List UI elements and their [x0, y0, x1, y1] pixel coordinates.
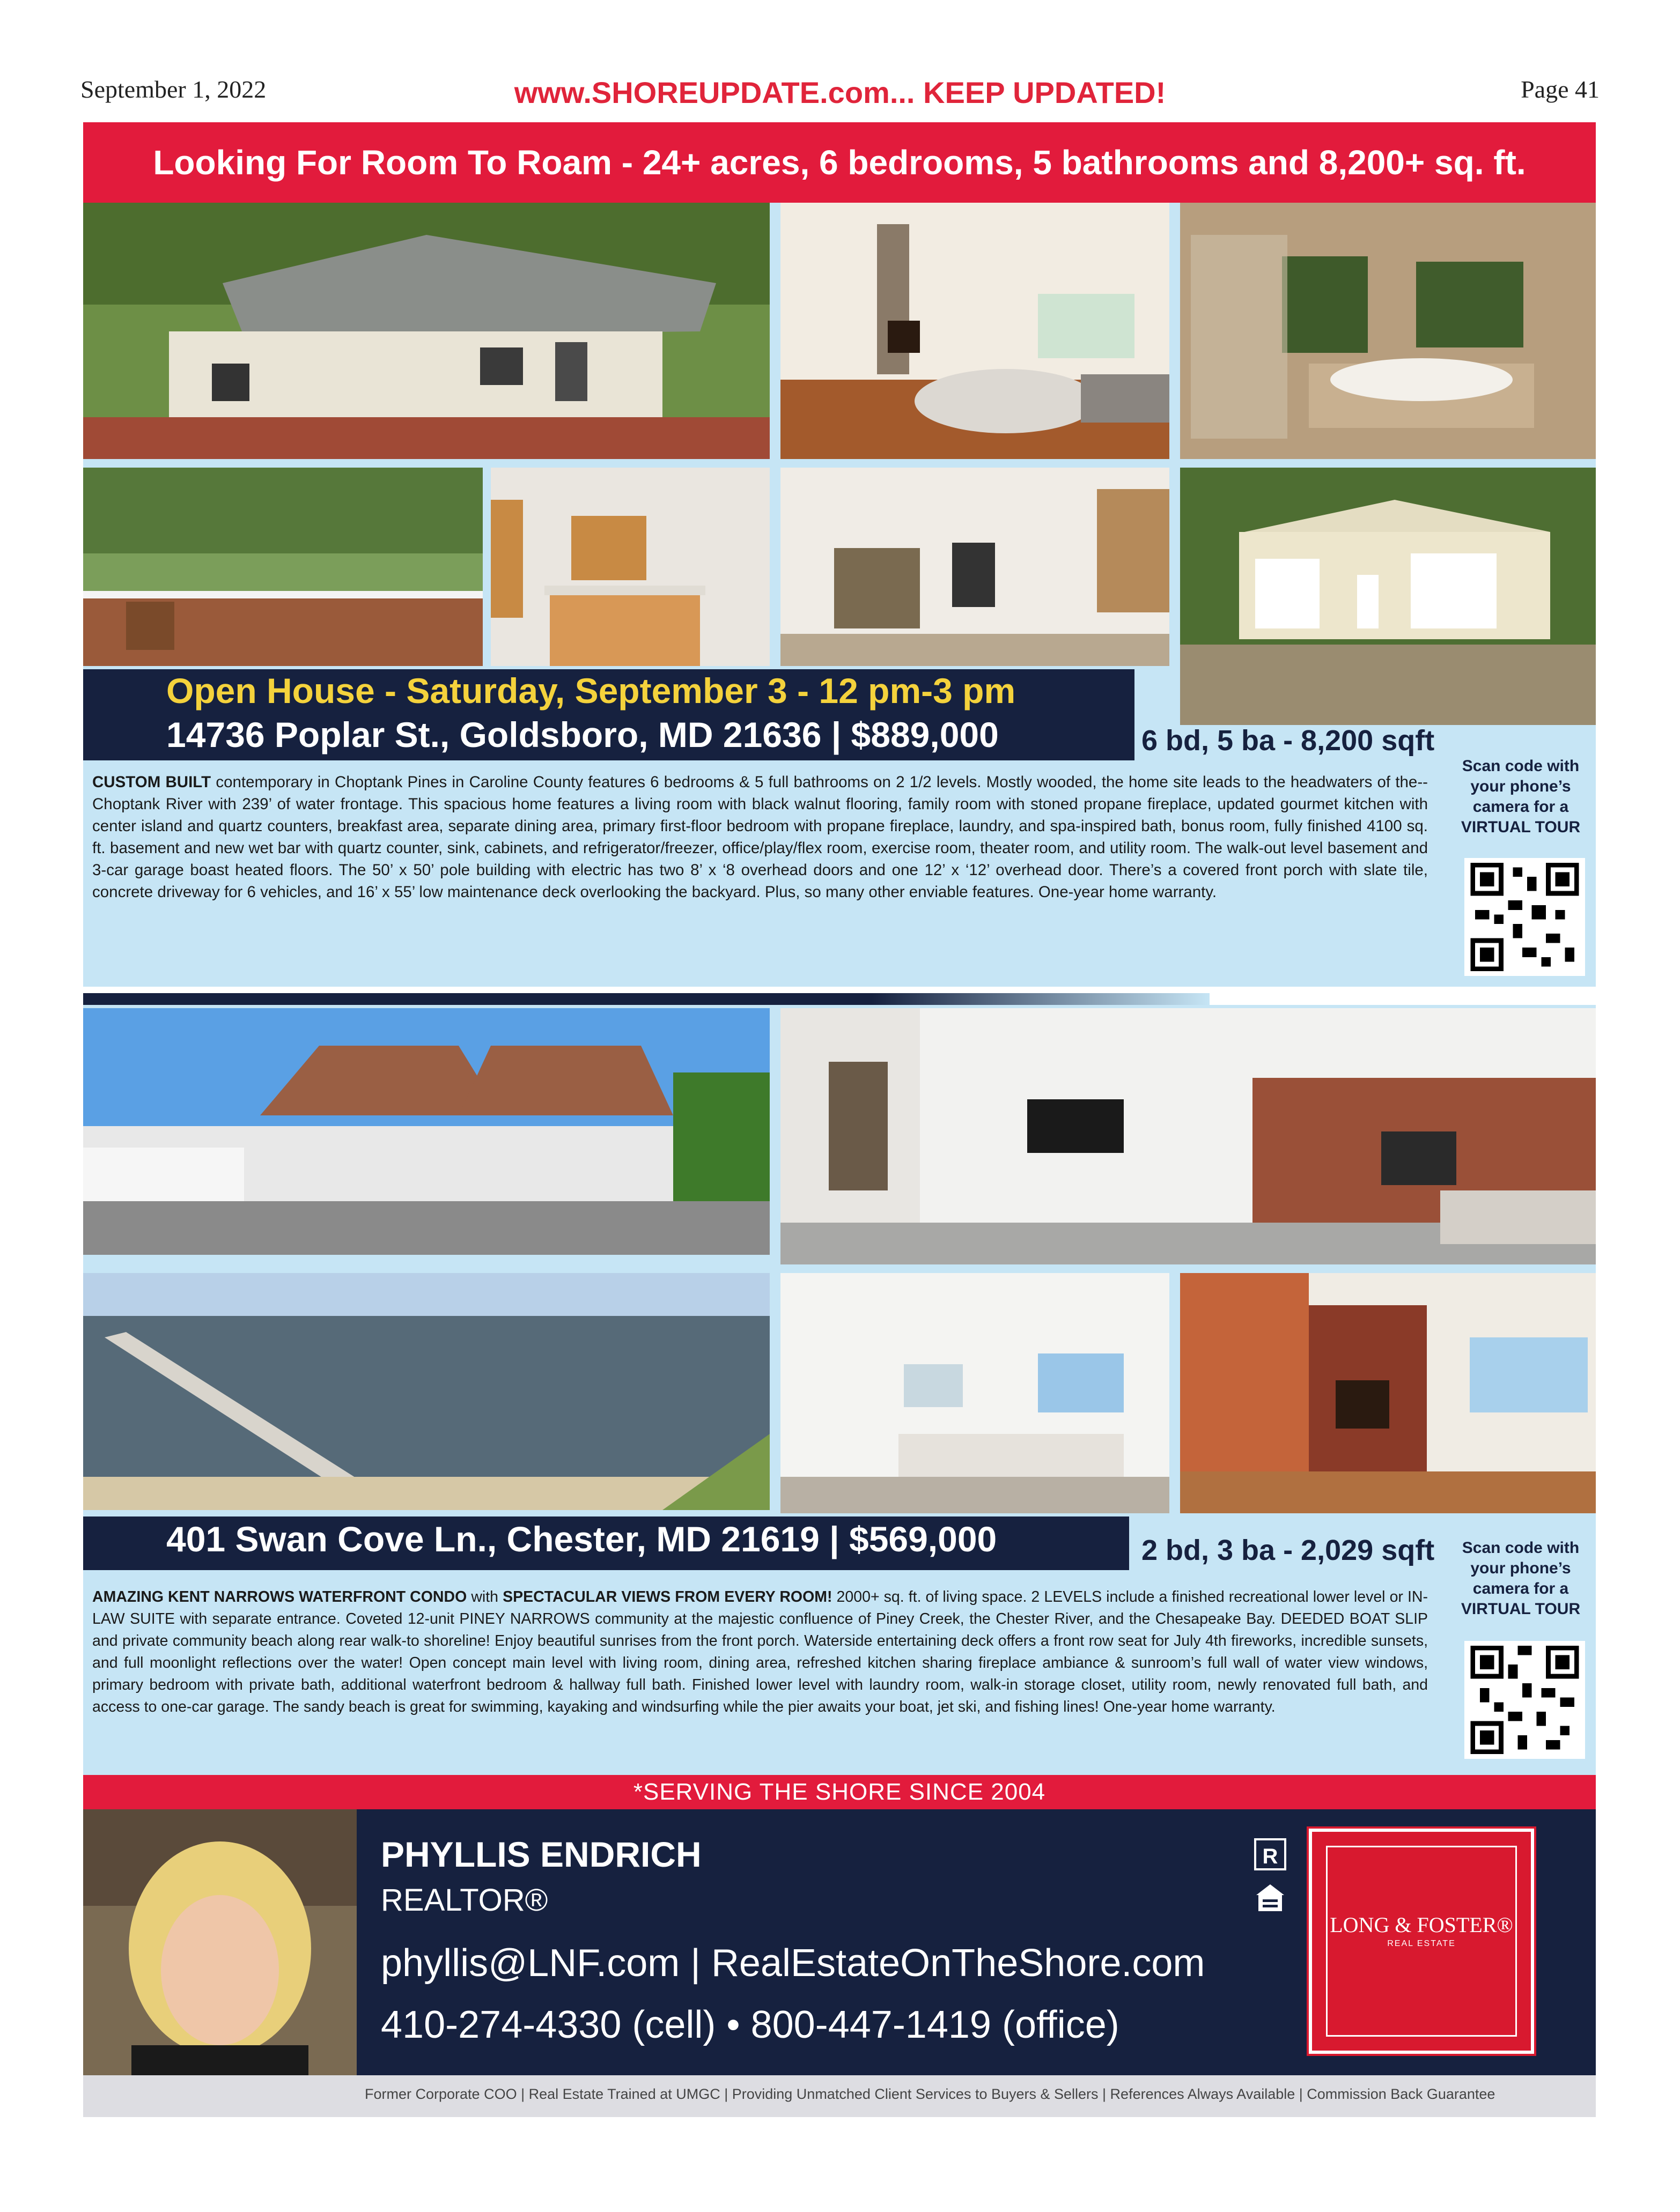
open-house-text: Open House - Saturday, September 3 - 12 pm-3 pm	[166, 671, 1016, 711]
agent-name: PHYLLIS ENDRICH	[381, 1834, 702, 1874]
agent-email-website[interactable]: phyllis@LNF.com | RealEstateOnTheShore.com	[381, 1942, 1205, 1985]
agent-phone-numbers[interactable]: 410-274-4330 (cell) • 800-447-1419 (office)	[381, 2003, 1119, 2046]
page-number: Page 41	[1521, 76, 1600, 103]
listing-1-desc-body: contemporary in Choptank Pines in Caroline County features 6 bedrooms & 5 full bathrooms on 2 1/2 levels. Mostly wooded, the home site leads to the headwaters of the--Choptank River with 239’ of water frontage. This spacious home features a living room with black walnut flooring, family room with stoned propane fireplace, updated gourmet kitchen with center island and quartz counters, breakfast area, separate dining area, primary first-floor bedroom with propane fireplace, laundry, and spa-inspired bath, bonus room, fully finished 4100 sq. ft. basement and new wet bar with quartz counter, sink, cabinets, and refrigerator/freezer, office/play/flex room, exercise room, theater room, and utility room. The walk-out level basement and 3-car garage boast heated floors. The 50’ x 50’ pole building with electric has two 8’ x ‘8 overhead doors and one 12’ x ‘12’ overhead door. There’s a covered front porch with slate tile, concrete driveway for 6 vehicles, and 16’ x 55’ low maintenance deck overlooking the backyard. Plus, so many other enviable features. One-year home warranty.	[92, 773, 1428, 901]
photo-primary-bath	[1180, 203, 1596, 459]
photo-condo-exterior	[83, 1008, 770, 1255]
issue-date: September 1, 2022	[80, 76, 267, 103]
photo-pier-water	[83, 1273, 770, 1510]
listing-2-desc-lead-2: SPECTACULAR VIEWS FROM EVERY ROOM!	[503, 1588, 832, 1606]
agent-title: REALTOR®	[381, 1883, 548, 1918]
agent-credentials: Former Corporate COO | Real Estate Trained at UMGC | Providing Unmatched Client Services to Buyers & Sellers | References Always Available | Commission Back Guarantee	[365, 2086, 1495, 2102]
listing-2-description: AMAZING KENT NARROWS WATERFRONT CONDO with SPECTACULAR VIEWS FROM EVERY ROOM! 2000+ sq. ft. of living space. 2 LEVELS include a finished recreational lower level or IN-LAW SUITE with separate entrance. Coveted 12-unit PINEY NARROWS community at the majestic confluence of Piney Creek, the Chester River, and the Chesapeake Bay. DEEDED BOAT SLIP and private community beach along rear walk-to shoreline! Enjoy beautiful sunrises from the front porch. Waterside entertaining deck offers a front row seat for July 4th fireworks, incredible sunsets, and full moonlight reflections over the water! Open concept main level with living room, dining area, refreshed kitchen sharing fireplace ambiance & sunroom’s full wall of water view windows, primary bedroom with private bath, additional waterfront bedroom & hallway full bath. Finished lower level with laundry room, walk-in storage closet, utility room, newly renovated full bath, and access to one-car garage. The sandy beach is great for swimming, kayaking and windsurfing while the pier awaits your boat, jet ski, and fishing lines! One-year home warranty.	[92, 1588, 1428, 1715]
listing-1-specs: 6 bd, 5 ba - 8,200 sqft	[1141, 724, 1435, 757]
photo-bedroom	[780, 1273, 1169, 1513]
listing-1-description	[92, 771, 1428, 903]
photo-condo-living-room	[780, 1008, 1596, 1264]
listing-2-address-price: 401 Swan Cove Ln., Chester, MD 21619 | $569,000	[166, 1519, 997, 1559]
photo-house-exterior	[83, 203, 770, 459]
equal-housing-icon	[1254, 1882, 1286, 1920]
photo-deck	[83, 468, 483, 666]
listing-divider	[83, 993, 1210, 1005]
listing-2-desc-lead-1: AMAZING KENT NARROWS WATERFRONT CONDO	[92, 1588, 467, 1606]
listing-2-desc-body: 2000+ sq. ft. of living space. 2 LEVELS include a finished recreational lower level or IN-LAW SUITE with separate entrance. Coveted 12-unit PINEY NARROWS community at the majestic confluence of Piney Creek, the Chester River, and the Chesapeake Bay. DEEDED BOAT SLIP and private community beach along rear walk-to shoreline! Enjoy beautiful sunrises from the front porch. Waterside entertaining deck offers a front row seat for July 4th fireworks, incredible sunsets, and full moonlight reflections over the water! Open concept main level with living room, dining area, refreshed kitchen sharing fireplace ambiance & sunroom’s full wall of water view windows, primary bedroom with private bath, additional waterfront bedroom & hallway full bath. Finished lower level with laundry room, walk-in storage closet, utility room, newly renovated full bath, and access to one-car garage. The sandy beach is great for swimming, kayaking and windsurfing while the pier awaits your boat, jet ski, and fishing lines! One-year home warranty.	[92, 1588, 1428, 1715]
listing-2-qr-code[interactable]	[1464, 1641, 1585, 1759]
photo-pole-building	[1180, 468, 1596, 725]
listing-1-desc-lead: CUSTOM BUILT	[92, 773, 211, 791]
listing-1-scan-text: Scan code with your phone’s camera for a VIRTUAL TOUR	[1461, 757, 1581, 836]
listing-2-specs: 2 bd, 3 ba - 2,029 sqft	[1141, 1534, 1435, 1566]
photo-kitchen	[491, 468, 770, 666]
serving-banner: *SERVING THE SHORE SINCE 2004	[83, 1775, 1596, 1809]
long-foster-logo: LONG & FOSTER® REAL ESTATE	[1309, 1829, 1534, 2054]
photo-basement-bar	[780, 468, 1169, 666]
realtor-mark-icon: R	[1254, 1838, 1286, 1870]
listing-1-qr-code[interactable]	[1464, 858, 1585, 976]
listing-1-address-price: 14736 Poplar St., Goldsboro, MD 21636 | $889,000	[166, 715, 999, 754]
photo-living-room-fireplace	[780, 203, 1169, 459]
agent-photo	[83, 1809, 357, 2115]
photo-sunroom-fireplace	[1180, 1273, 1596, 1513]
listing-2-scan-text: Scan code with your phone’s camera for a VIRTUAL TOUR	[1461, 1539, 1581, 1618]
website-url[interactable]: www.SHOREUPDATE.com... KEEP UPDATED!	[514, 76, 1166, 109]
headline-banner: Looking For Room To Roam - 24+ acres, 6 bedrooms, 5 bathrooms and 8,200+ sq. ft.	[83, 122, 1596, 203]
